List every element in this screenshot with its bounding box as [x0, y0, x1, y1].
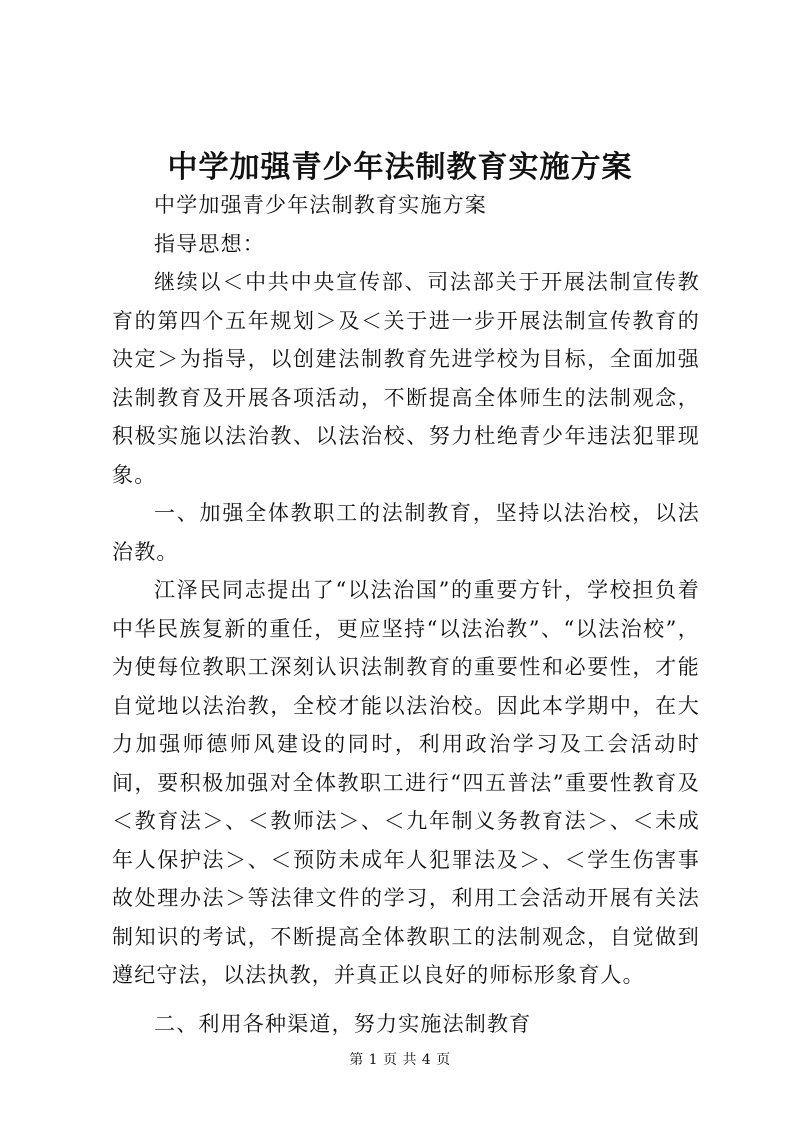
guiding-thought-heading: 指导思想： [154, 231, 265, 256]
page-number-footer: 第 1 页 共 4 页 [349, 1052, 451, 1068]
document-body [112, 186, 700, 1043]
document-title: 中学加强青少年法制教育实施方案 [167, 150, 633, 185]
subtitle-paragraph: 中学加强青少年法制教育实施方案 [154, 193, 487, 217]
section-one-paragraph: 江泽民同志提出了“以法治国”的重要方针，学校担负着中华民族复新的重任，更应坚持“以法治教”、“以法治校”，为使每位教职工深刻认识法制教育的重要性和必要性，才能自觉地以法治教，全校才能以法治校。因此本学期中，在大力加强师德师风建设的同时，利用政治学习及工会活动时间，要积极加强对全体教职工进行“四五普法”重要性教育及＜教育法＞、＜教师法＞、＜九年制义务教育法＞、＜未成年人保护法＞、＜预防未成年人犯罪法及＞、＜学生伤害事故处理办法＞等法律文件的学习，利用工会活动开展有关法制知识的考试，不断提高全体教职工的法制观念，自觉做到遵纪守法，以法执教，并真正以良好的师标形象育人。 [112, 578, 700, 987]
section-one-heading: 一、加强全体教职工的法制教育，坚持以法治校，以法治教。 [112, 501, 700, 564]
guiding-thought-paragraph: 继续以＜中共中央宣传部、司法部关于开展法制宣传教育的第四个五年规划＞及＜关于进一步开展法制宣传教育的决定＞为指导，以创建法制教育先进学校为目标，全面加强法制教育及开展各项活动，不断提高全体师生的法制观念，积极实施以法治教、以法治校、努力杜绝青少年违法犯罪现象。 [112, 270, 700, 487]
section-two-heading: 二、利用各种渠道，努力实施法制教育 [154, 1011, 532, 1036]
